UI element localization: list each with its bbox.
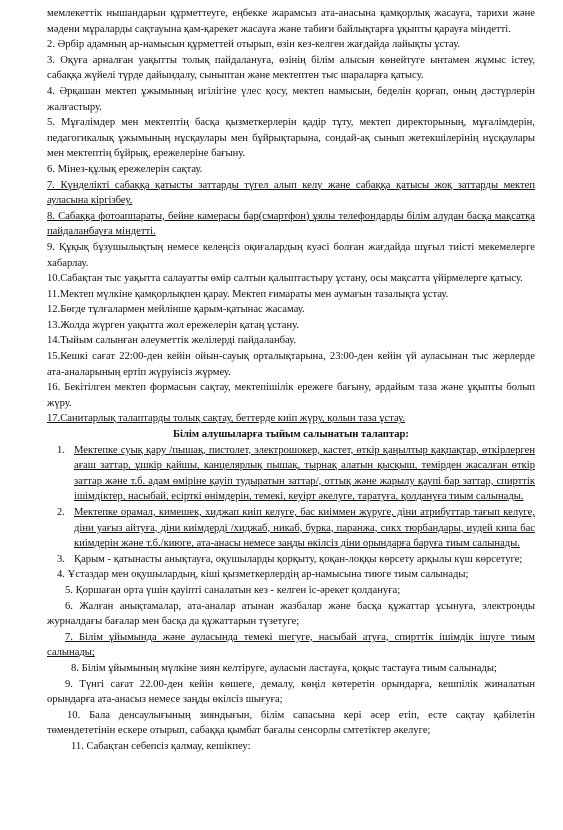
prohibition-number: 2. — [57, 507, 65, 518]
prohibition-item-1 — [47, 443, 535, 505]
rule-4: 4. Әрқашан мектеп ұжымының игілігіне үлес қосу, мектеп намысын, беделін қорғап, оның дәстүрлерін жалғастыру. — [47, 85, 535, 113]
prohibition-number: 11. — [71, 740, 84, 752]
prohibition-item-5 — [47, 583, 535, 599]
rule-11: 11.Мектеп мүлкіне қамқорлықпен қарау. Мектеп ғимараты мен аумағын тазалықта ұстау. — [47, 288, 449, 300]
prohibition-text: Бала денсаулығының зияндығын, білім сапасына кері әсер етіп, есте сақтау қабілетін төмендететінін ескере отырып, сабаққа қымбат бағалы сенсорлы смтетіктер әкелуге; — [47, 709, 535, 737]
rule-2: 2. Әрбір адамның ар-намысын құрметтей отырып, өзін кез-келген жағдайда лайықты ұстау. — [47, 39, 461, 51]
prohibition-item-10 — [47, 708, 535, 739]
rule-8: 8. Сабаққа фотоаппараты, бейне камерасы бар(смартфон) ұялы телефондарды білім алудан басқа мақсатқа пайдаланбауға міндетті. — [47, 210, 535, 238]
rule-6: 6. Мінез-құлық ережелерін сақтау. — [47, 163, 203, 175]
prohibition-item-11 — [47, 739, 535, 755]
rule-14: 14.Тыйым салынған әлеуметтік желілерді пайдаланбау. — [47, 335, 297, 347]
prohibition-number: 3. — [57, 553, 65, 565]
prohibition-item-4 — [47, 567, 535, 583]
prohibition-number: 9. — [65, 678, 73, 690]
prohibition-item-8 — [47, 661, 535, 677]
prohibition-text: Түнгі сағат 22.00-ден кейін көшеге, демалу, көңіл көтеретін орындарға, кешпілік жиналатын орындарға ата-анасыз немесе заңды өкілсіз шығуға; — [47, 678, 536, 706]
prohibition-item-9 — [47, 677, 535, 708]
rule-7: 7. Күнделікті сабаққа қатысты заттарды түгел алып келу және сабаққа қатысы жоқ заттарды мектеп ауласына кіргізбеу. — [47, 179, 535, 207]
prohibition-text: Мектепке суық қару /пышақ, пистолет, электрошокер, кастет, өткір қаңылтыр қақпақтар, өткірлерген ағаш заттар, ұшкір қайшы, канцелярлық пышақ, тырнақ алатын қысқыш, темірден жасалған өткір заттар және т.б. адам өміріне қауіп тудыратын заттар/, оттық және жарылу қаупі бар заттар, спирттік ішімдіктер, насыбай, есірткі өнімдерін, темекі, кеуірт әкелуге, таратуға, қолдануға тиым салынады. — [74, 444, 535, 503]
prohibition-text: Білім ұйымында және ауласында темекі шегуге, насыбай атуға, спирттік ішімдік ішуге тиым салынады; — [47, 631, 535, 659]
prohibition-text: Білім ұйымының мүлкіне зиян келтіруге, ауласын ластауға, қоқыс тастауға тиым салынады; — [81, 662, 497, 674]
rule-17: 17.Санитарлық талаптарды толық сақтау, беттерде киіп жүру, қолын таза ұстау. — [47, 413, 406, 425]
prohibition-text: Мектепке орамал, кимешек, хиджап киіп келуге, бас киіммен жүруге, діни атрибуттар тағып келуге, діни уағыз айтуға, діни киімдерді /хиджаб, никаб, бурка, паранжа, сикх тюрбандары, иудей кипа бас киімдерін және т.б./киюге, ата-анасы немесе заңды өкілсіз діни орындарға баруға тиым салынады. — [74, 507, 535, 550]
prohibition-item-2 — [47, 505, 535, 552]
prohibition-text: Қарым - қатынасты анықтауға, оқушыларды қорқыту, қоқан-лоққы көрсету арқылы күш көрсетуге; — [74, 553, 523, 565]
prohibition-number: 8. — [71, 662, 79, 674]
rule-12: 12.Бөгде тұлғалармен мейлінше қарым-қатынас жасамау. — [47, 304, 305, 316]
prohibition-number: 4. — [57, 569, 65, 581]
prohibition-item-6 — [47, 599, 535, 630]
prohibition-text: Сабақтан себепсіз қалмау, кешікпеу: — [86, 740, 251, 752]
prohibition-number: 10. — [67, 709, 81, 721]
prohibition-text: Жалған анықтамалар, ата-аналар атынан жазбалар және басқа құжаттар ұсынуға, электронды журналдағы бағалар мен басқа да құжаттарын түзетуге; — [47, 600, 535, 628]
rule-10: 10.Сабақтан тыс уақытта салауатты өмір салтын қалыптастыру ұстану, осы мақсатта үйірмелерге қатысу. — [47, 273, 523, 285]
prohibition-text: Қоршаған орта үшін қауіпті саналатын кез - келген іс-әрекет қолдануға; — [75, 584, 401, 596]
prohibitions-heading: Білім алушыларға тыйым салынатын талаптар: — [173, 429, 409, 441]
prohibition-number: 6. — [65, 600, 73, 612]
rule-5: 5. Мұғалімдер мен мектептің басқа қызметкерлерін қадір тұту, мектеп директорының, мұғалімдерін, педагогикалық ұжымының нұсқаулары мен бұйрықтарына, сондай-ақ сынып жетекшілерінің нұсқаулары мен мектептің бұйрық, ережелеріне бағыну. — [47, 117, 535, 160]
rule-13: 13.Жолда жүрген уақытта жол ережелерін қатаң ұстану. — [47, 319, 300, 331]
rule-9: 9. Құқық бұзушылықтың немесе келеңсіз оқиғалардың куәсі болған жағдайда шұғыл тиісті мекемелерге хабарлау. — [47, 241, 535, 269]
prohibition-number: 7. — [65, 631, 73, 643]
prohibition-number: 5. — [65, 584, 73, 596]
rule-15: 15.Кешкі сағат 22:00-ден кейін ойын-сауық орталықтарына, 23:00-ден кейін үй ауласынан тыс жерлерде ата-аналарының ертіп жүруінсіз жүрмеу. — [47, 351, 535, 378]
prohibition-number: 1. — [57, 444, 65, 456]
paragraph-intro: мемлекеттік нышандарын құрметтеуге, еңбекке жарамсыз ата-анасына қамқорлық жасауға, тарихи және мәдени мұраларды сақтауына қам-қарекет жасауға және табиғи байлықтарға ұқыпты қарауға міндетті. — [47, 8, 535, 35]
prohibition-item-3 — [47, 552, 535, 568]
rule-16: 16. Бекітілген мектеп формасын сақтау, мектепішілік ережеге бағыну, әрдайым таза және ұқыпты болып жүру. — [47, 382, 535, 409]
prohibition-text: Ұстаздар мен оқушылардың, кіші қызметкерлердің ар-намысына тиюге тиым салынады; — [67, 569, 469, 581]
prohibition-item-7 — [47, 630, 535, 661]
prohibitions-list — [47, 443, 535, 755]
rule-3: 3. Оқуға арналған уақытты толық пайдалануға, өзінің білім алысын көнейтуге ынтамен жұмыс істеу, сабаққа жүйелі түрде дайындалу, сыныптан және мектептен тыс шараларға қатысу. — [47, 54, 535, 82]
